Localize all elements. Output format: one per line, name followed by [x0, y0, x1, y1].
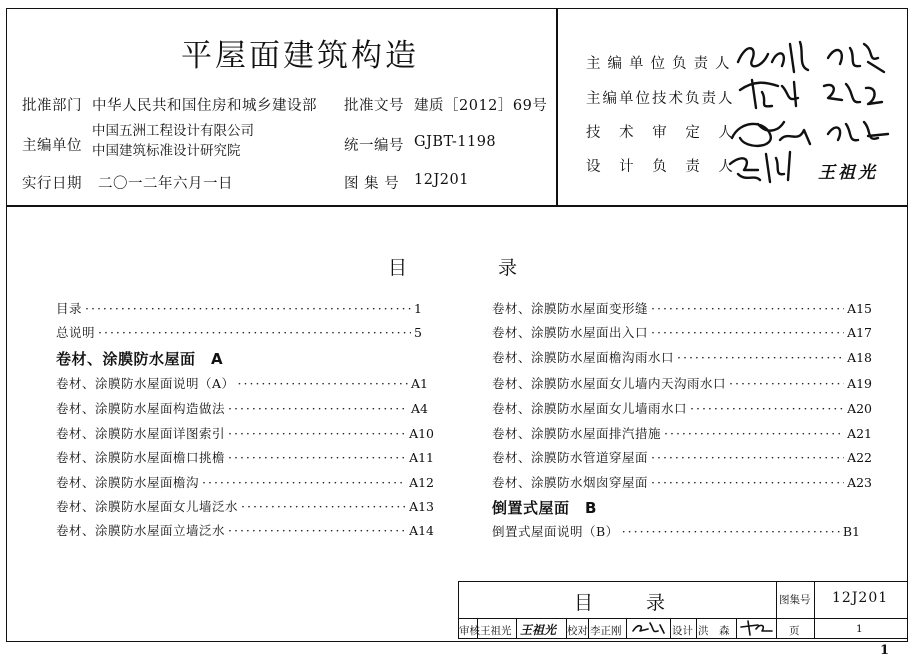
- atlas-no: 12J201: [414, 172, 469, 188]
- atlas-no-block: 12J201: [832, 590, 889, 606]
- toc-item[interactable]: 卷材、涂膜防水屋面出入口 ····· A17: [492, 323, 872, 341]
- approval-dept: 中华人民共和国住房和城乡建设部: [92, 98, 317, 114]
- title-block-vline: [814, 581, 815, 639]
- section-a-heading: 卷材、涂膜防水屋面 A: [56, 350, 224, 368]
- design-signature: [738, 619, 776, 637]
- editor-unit-1: 中国五洲工程设计有限公司: [92, 123, 254, 139]
- section-b-heading: 倒置式屋面 B: [492, 499, 597, 517]
- review-signature: 王祖光: [520, 623, 557, 637]
- role-chief-unit-head: 主编单位负责人: [586, 56, 737, 72]
- atlas-no-label: 图 集 号: [344, 176, 400, 192]
- drawing-title-part-1: 目: [574, 592, 594, 614]
- toc-item[interactable]: 卷材、涂膜防水屋面女儿墙内天沟雨水口 ····· A19: [492, 374, 872, 392]
- unified-no: GJBT-1198: [414, 134, 497, 150]
- toc-item[interactable]: 卷材、涂膜防水屋面檐口挑檐 ····· A11: [56, 448, 434, 466]
- design-label: 设计: [672, 625, 693, 637]
- review-label: 审核: [459, 625, 480, 637]
- toc-item[interactable]: 卷材、涂膜防水管道穿屋面 ····· A22: [492, 448, 872, 466]
- toc-heading-left: 目: [388, 257, 408, 279]
- role-chief-unit-tech-head: 主编单位技术负责人: [586, 91, 735, 107]
- toc-item[interactable]: 目录 ····· 1: [56, 299, 422, 317]
- page-no: 1: [856, 623, 863, 635]
- design-name: 洪 森: [698, 625, 730, 637]
- toc-item[interactable]: 卷材、涂膜防水屋面详图索引 ····· A10: [56, 424, 434, 442]
- check-signature: [630, 619, 668, 637]
- toc-item[interactable]: 卷材、涂膜防水屋面女儿墙泛水 ····· A13: [56, 497, 434, 515]
- title-block-vline: [588, 618, 589, 639]
- editor-unit-2: 中国建筑标准设计研究院: [92, 143, 241, 159]
- title-block-vline: [516, 618, 517, 639]
- review-name: 王祖光: [480, 625, 512, 637]
- title-block-vline: [670, 618, 671, 639]
- approval-doc-label: 批准文号: [344, 98, 404, 114]
- toc-item[interactable]: 卷材、涂膜防水屋面说明（A） ····· A1: [56, 374, 428, 392]
- title-block-vline: [626, 618, 627, 639]
- toc-item[interactable]: 倒置式屋面说明（B） ····· B1: [492, 522, 860, 540]
- toc-item[interactable]: 卷材、涂膜防水屋面构造做法 ····· A4: [56, 399, 428, 417]
- toc-item[interactable]: 卷材、涂膜防水屋面女儿墙雨水口 ····· A20: [492, 399, 872, 417]
- toc-item[interactable]: 卷材、涂膜防水屋面变形缝 ····· A15: [492, 299, 872, 317]
- atlas-no-label-block: 图集号: [779, 594, 811, 606]
- toc-heading-right: 录: [498, 257, 518, 279]
- toc-item[interactable]: 卷材、涂膜防水屋面立墙泛水 ····· A14: [56, 521, 434, 539]
- toc-item[interactable]: 卷材、涂膜防水屋面檐沟 ····· A12: [56, 473, 434, 491]
- title-block-vline: [696, 618, 697, 639]
- check-label: 校对: [567, 625, 588, 637]
- signature-chief-unit-tech-head: [728, 72, 898, 114]
- toc-item[interactable]: 总说明 ····· 5: [56, 323, 422, 341]
- approval-dept-label: 批准部门: [22, 98, 82, 114]
- unified-no-label: 统一编号: [344, 138, 404, 154]
- signature-design-lead: [718, 144, 818, 188]
- check-name: 李正刚: [590, 625, 622, 637]
- toc-item[interactable]: 卷材、涂膜防水烟囱穿屋面 ····· A23: [492, 473, 872, 491]
- title-block-vline: [776, 581, 777, 639]
- toc-item[interactable]: 卷材、涂膜防水屋面排汽措施 ····· A21: [492, 424, 872, 442]
- header-divider: [556, 8, 558, 206]
- editor-unit-label: 主编单位: [22, 138, 82, 154]
- effective-date-label: 实行日期: [22, 176, 82, 192]
- drawing-title-part-2: 录: [646, 592, 666, 614]
- page-label: 页: [789, 625, 800, 637]
- sheet-number: 1: [880, 643, 890, 658]
- atlas-title: 平屋面建筑构造: [181, 38, 419, 74]
- title-block-vline: [736, 618, 737, 639]
- role-design-lead: 设 计 负 责 人: [586, 159, 740, 175]
- toc-item[interactable]: 卷材、涂膜防水屋面檐沟雨水口 ····· A18: [492, 348, 872, 366]
- printed-name-wang-zuguang: 王祖光: [818, 163, 878, 183]
- approval-doc: 建质［2012］69号: [414, 98, 548, 114]
- title-block-hline: [458, 618, 908, 619]
- effective-date: 二〇一二年六月一日: [98, 176, 233, 192]
- role-technical-approver: 技 术 审 定 人: [586, 125, 740, 141]
